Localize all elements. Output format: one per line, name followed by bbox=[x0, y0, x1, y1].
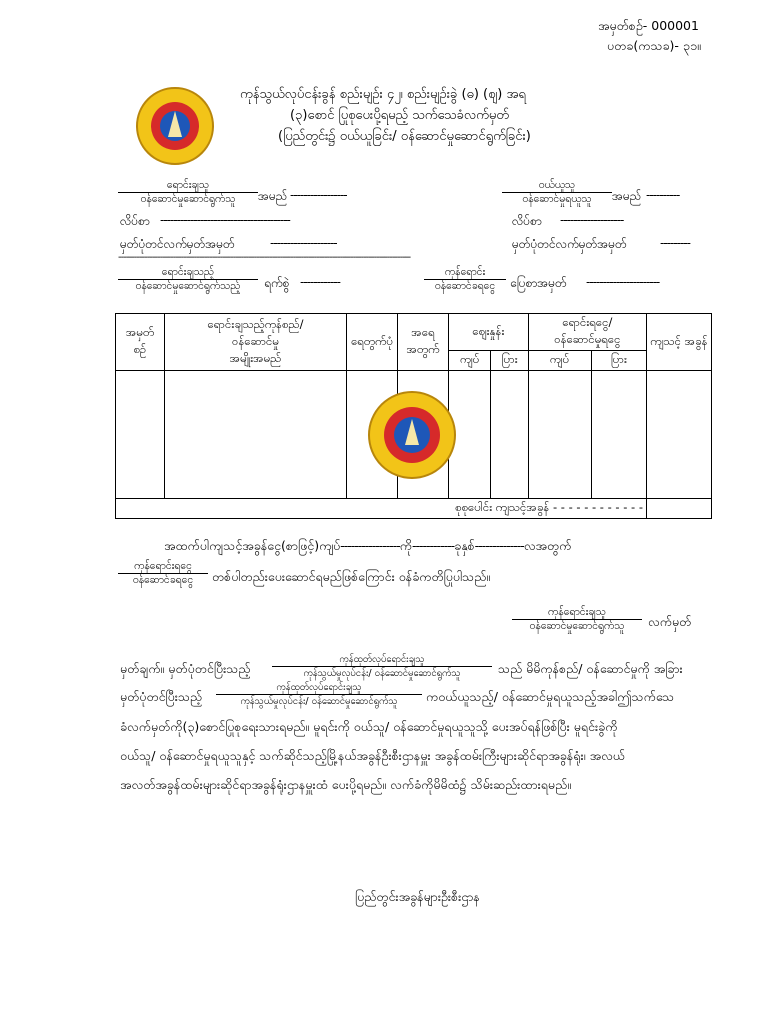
date-fraction: ရောင်းချသည့် ဝန်ဆောင်မှုဆောင်ရွက်သည့် bbox=[118, 266, 258, 293]
receipt-field[interactable]: ---------------------- bbox=[586, 275, 660, 289]
seller-address-field[interactable]: --------------------------------------- bbox=[160, 213, 290, 227]
col-header-quantity: အရေ အတွက် bbox=[398, 314, 449, 371]
items-table bbox=[115, 313, 712, 519]
col-header-no: အမှတ် စဉ် bbox=[116, 314, 165, 371]
col-header-price: ဈေးနှုန်း bbox=[449, 314, 529, 351]
seller-role-fraction: ရောင်းချသူ ဝန်ဆောင်မှုဆောင်ရွက်သူ bbox=[118, 179, 258, 206]
receipt-fraction: ကုန်ရောင်း ဝန်ဆောင်ခရငွေ bbox=[424, 266, 506, 293]
table-cell[interactable] bbox=[528, 371, 591, 499]
statement-fraction: ကုန်ရောင်းရငွေ ဝန်ဆောင်ခရငွေ bbox=[118, 560, 208, 587]
signature-label: လက်မှတ် bbox=[648, 614, 692, 629]
buyer-address-field[interactable]: ------------------- bbox=[560, 213, 624, 227]
table-cell[interactable] bbox=[398, 371, 449, 499]
col-header-unit: ရေတွက်ပုံ bbox=[347, 314, 398, 371]
note-fraction-2: ကုန်ထုတ်လုပ်ရောင်းချသူ ကုန်သွယ်မှုလုပ်ငန်း/ ဝန်ဆောင်မှုဆောင်ရွက်သူ bbox=[216, 681, 422, 708]
note-line-1a: မှတ်ချက်။ မှတ်ပုံတင်ပြီးသည့် bbox=[120, 661, 251, 676]
seller-reg-field[interactable]: -------------------- bbox=[270, 236, 337, 250]
form-code: ပတခ(ကသခ)- ၃၁။ bbox=[607, 38, 701, 53]
signature-fraction: ကုန်ရောင်းချသူ ဝန်ဆောင်မှုဆောင်ရွက်သူ bbox=[512, 606, 642, 633]
table-cell[interactable] bbox=[116, 371, 165, 499]
col-header-description: ရောင်းချသည့်ကုန်စည်/ ဝန်ဆောင်မှု အမျိုးအမည် bbox=[165, 314, 347, 371]
buyer-address-label: လိပ်စာ bbox=[512, 214, 542, 228]
watermark-seal bbox=[368, 391, 456, 479]
year-field[interactable]: ------------ bbox=[411, 538, 455, 553]
table-cell[interactable] bbox=[491, 371, 528, 499]
seller-name-label: အမည် bbox=[258, 189, 288, 203]
note-line-1b: သည် မိမိကုန်စည်/ ဝန်ဆောင်မှုကို အခြား bbox=[498, 661, 683, 676]
table-cell[interactable] bbox=[591, 371, 646, 499]
buyer-reg-label: မှတ်ပုံတင်လက်မှတ်အမှတ် bbox=[512, 237, 627, 251]
title-line-1: ကုန်သွယ်လုပ်ငန်းခွန် စည်းမျဉ်း ၄၂၊ စည်းမျဉ်းခွဲ (ဓ) (ဈ) အရ bbox=[240, 87, 526, 102]
table-body-row bbox=[116, 371, 712, 499]
table-cell[interactable] bbox=[647, 371, 712, 499]
total-tax-label: စုစုပေါင်း ကျသင့်အခွန် - - - - - - - - - - - - bbox=[116, 499, 647, 519]
department-seal-logo bbox=[136, 87, 214, 165]
note-line-5: အလတ်အခွန်ထမ်းများဆိုင်ရာအခွန်ရုံးဌာနမှူးထံ ပေးပို့ရမည်။ လက်ခံကိုမိမိထံ၌ သိမ်းဆည်းထားရမည်။ bbox=[120, 777, 571, 792]
buyer-name-label: အမည် bbox=[612, 189, 642, 203]
col-header-tax: ကျသင့် အခွန် bbox=[647, 314, 712, 371]
title-line-2: (၃)စောင် ပြုစုပေးပို့ရမည့် သက်သေခံလက်မှတ် bbox=[290, 108, 509, 123]
col-sub-kyat: ကျပ် bbox=[528, 351, 591, 371]
divider-line: ---------------------------------------------------------------------------------------------------------------- bbox=[118, 252, 411, 263]
receipt-label: ပြေစာအမှတ် bbox=[510, 276, 567, 290]
total-tax-value[interactable] bbox=[647, 499, 712, 519]
seller-name-field[interactable]: ----------------- bbox=[290, 188, 347, 202]
amount-words-field[interactable]: ----------------- bbox=[340, 538, 400, 553]
month-field[interactable]: -------------- bbox=[474, 538, 524, 553]
note-line-4: ဝယ်သူ/ ဝန်ဆောင်မှုရယူသူနှင့် သက်ဆိုင်သည့်မြို့နယ်အခွန်ဦးစီးဌာနမှူး အခွန်ထမ်းကြီးများဆိုင်ရာအခွန်ရုံး၊ အလယ် bbox=[120, 748, 625, 763]
buyer-reg-field[interactable]: --------- bbox=[660, 236, 690, 250]
col-header-sales: ရောင်းရငွေ/ ဝန်ဆောင်မှုရငွေ bbox=[528, 314, 646, 351]
note-line-2a: မှတ်ပုံတင်ပြီးသည့် bbox=[120, 689, 203, 704]
statement-line: အထက်ပါကျသင့်အခွန်ငွေ(စာဖြင့်)ကျပ်-----------------ကို------------ခုနှစ်--------------လအတွက် bbox=[164, 538, 572, 553]
buyer-name-field[interactable]: ---------- bbox=[646, 188, 680, 202]
footer-department: ပြည်တွင်းအခွန်များဦးစီးဌာန bbox=[355, 889, 480, 904]
col-sub-kyat: ကျပ် bbox=[449, 351, 491, 371]
date-field[interactable]: ------------ bbox=[300, 275, 340, 289]
seller-address-label: လိပ်စာ bbox=[120, 214, 150, 228]
serial-number: အမှတ်စဉ်- 000001 bbox=[598, 18, 699, 33]
note-line-2b: ကဝယ်ယူသည့်/ ဝန်ဆောင်မှုရယူသည့်အခါဤသက်သေ bbox=[426, 689, 675, 704]
title-line-3: (ပြည်တွင်း၌ ဝယ်ယူခြင်း/ ဝန်ဆောင်မှုဆောင်ရွက်ခြင်း) bbox=[278, 129, 531, 144]
note-fraction-1: ကုန်ထုတ်လုပ်ရောင်းချသူ ကုန်သွယ်မှုလုပ်ငန်း/ ဝန်ဆောင်မှုဆောင်ရွက်သူ bbox=[272, 653, 492, 680]
seller-reg-label: မှတ်ပုံတင်လက်မှတ်အမှတ် bbox=[120, 237, 235, 251]
buyer-role-fraction: ဝယ်ယူသူ ဝန်ဆောင်မှုရယူသူ bbox=[502, 179, 612, 206]
table-cell[interactable] bbox=[165, 371, 347, 499]
statement-pledge: တစ်ပါတည်းပေးဆောင်ရမည်ဖြစ်ကြောင်း ဝန်ခံကတိပြုပါသည်။ bbox=[212, 569, 491, 584]
col-sub-pya: ပြား bbox=[491, 351, 528, 371]
col-sub-pya: ပြား bbox=[591, 351, 646, 371]
date-label: ရက်စွဲ bbox=[264, 276, 290, 290]
note-line-3: ခံလက်မှတ်ကို(၃)စောင်ပြုစုရေးသားရမည်။ မူရင်းကို ဝယ်သူ/ ဝန်ဆောင်မှုရယူသူသို့ ပေးအပ်ရန်ဖြစ်ပြီး မူရင်းခွဲကို bbox=[120, 719, 618, 734]
